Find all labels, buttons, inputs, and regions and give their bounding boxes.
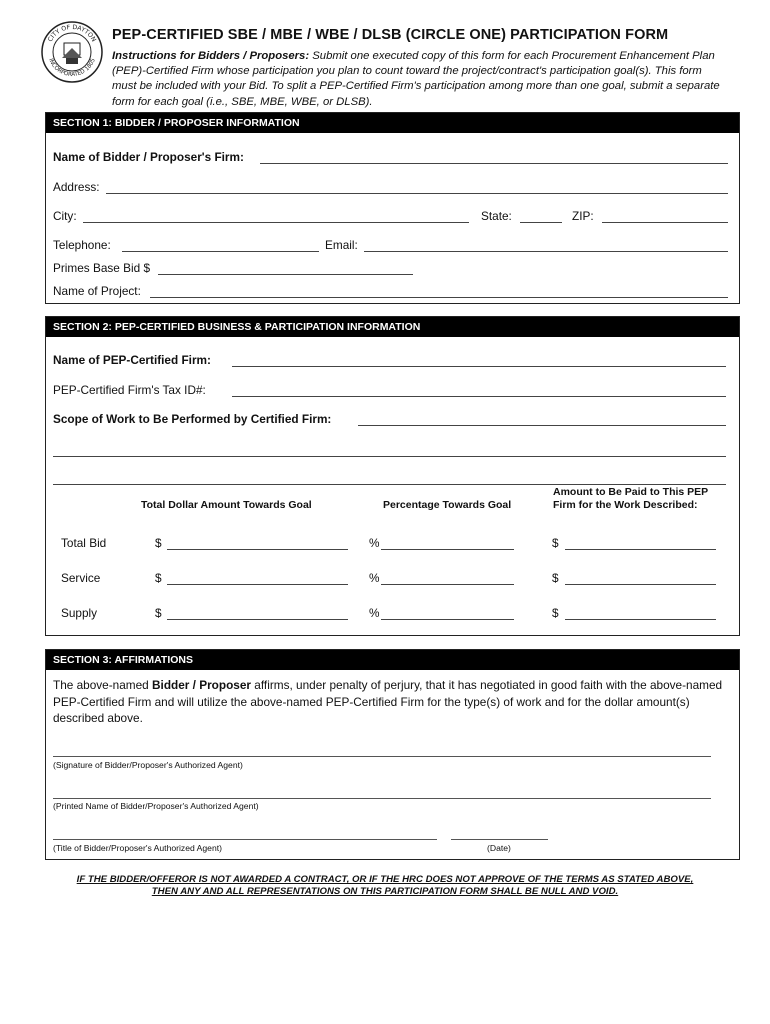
dollar-sign: $	[155, 536, 162, 550]
service-percent-field[interactable]	[381, 584, 514, 585]
col-amount-header-line-1: Amount to Be Paid to This PEP	[553, 486, 709, 498]
col-amount-header	[553, 486, 708, 512]
col-percentage-header: Percentage Towards Goal	[383, 499, 512, 511]
supply-amount-field[interactable]	[565, 619, 716, 620]
svg-text:INCORPORATED 1805: INCORPORATED 1805	[47, 57, 97, 79]
dollar-sign: $	[552, 606, 559, 620]
date-field[interactable]	[451, 839, 548, 840]
scope-of-work-line-3[interactable]	[53, 484, 726, 485]
project-name-label: Name of Project:	[53, 284, 141, 298]
affirmation-pre: The above-named	[53, 678, 153, 692]
tax-id-field[interactable]	[232, 396, 726, 397]
instructions-body: Submit one executed copy of this form for each Procurement Enhancement Plan (PEP)-Certified Firm whose participation you plan to count toward the project/contract's participation goal(s). This form must be included with your Bid. To split a PEP-Certified Firm's participation among more than one goal, submit a separate form for each goal (i.e., SBE, MBE, WBE, or DLSB).	[112, 50, 720, 108]
dollar-sign: $	[552, 571, 559, 585]
svg-text:CITY OF DAYTON: CITY OF DAYTON	[46, 23, 98, 44]
supply-percent-field[interactable]	[381, 619, 514, 620]
affirmation-post: affirms, under penalty of perjury, that it has negotiated in good faith with the above-named PEP-Certified Firm and will utilize the above-named PEP-Certified Firm for the type(s) of work and for the dollar amount(s) described above.	[53, 678, 723, 725]
instructions	[112, 49, 727, 110]
date-caption: (Date)	[487, 843, 511, 853]
section-1-bidder-info	[45, 112, 740, 304]
service-dollar-field[interactable]	[167, 584, 348, 585]
row-label: Total Bid	[61, 536, 107, 550]
telephone-label: Telephone:	[53, 238, 111, 252]
address-field[interactable]	[106, 193, 728, 194]
dollar-sign: $	[552, 536, 559, 550]
form-title: PEP-CERTIFIED SBE / MBE / WBE / DLSB (CIRCLE ONE) PARTICIPATION FORM	[112, 27, 669, 43]
instructions-lead: Instructions for Bidders / Proposers:	[112, 50, 310, 62]
cert-firm-label: Name of PEP-Certified Firm:	[53, 353, 211, 367]
footer-disclaimer	[0, 874, 770, 898]
row-label: Supply	[61, 606, 98, 620]
affirmation-text	[53, 677, 733, 727]
section-1-heading: SECTION 1: BIDDER / PROPOSER INFORMATION	[46, 113, 739, 133]
dollar-sign: $	[155, 571, 162, 585]
address-label: Address:	[53, 180, 100, 194]
zip-label: ZIP:	[572, 209, 594, 223]
zip-field[interactable]	[602, 222, 728, 223]
email-label: Email:	[325, 238, 358, 252]
section-2-participation-info	[45, 316, 740, 636]
percent-sign: %	[369, 536, 380, 550]
title-caption: (Title of Bidder/Proposer's Authorized Agent)	[53, 843, 222, 853]
printed-name-field[interactable]	[53, 798, 711, 799]
section-3-heading: SECTION 3: AFFIRMATIONS	[46, 650, 739, 670]
scope-of-work-field[interactable]	[358, 425, 726, 426]
tax-id-label: PEP-Certified Firm's Tax ID#:	[53, 383, 206, 397]
percent-sign: %	[369, 571, 380, 585]
printed-name-caption: (Printed Name of Bidder/Proposer's Authorized Agent)	[53, 801, 259, 811]
total-bid-dollar-field[interactable]	[167, 549, 348, 550]
total-bid-percent-field[interactable]	[381, 549, 514, 550]
section-3-affirmations	[45, 649, 740, 860]
primes-base-bid-field[interactable]	[158, 274, 413, 275]
bidder-firm-field[interactable]	[260, 163, 728, 164]
primes-base-bid-label: Primes Base Bid $	[53, 261, 151, 275]
percent-sign: %	[369, 606, 380, 620]
signature-caption: (Signature of Bidder/Proposer's Authorized Agent)	[53, 760, 243, 770]
signature-field[interactable]	[53, 756, 711, 757]
footer-line-1: IF THE BIDDER/OFFEROR IS NOT AWARDED A CONTRACT, OR IF THE HRC DOES NOT APPROVE OF THE TERMS AS STATED ABOVE,	[76, 874, 694, 885]
scope-of-work-line-2[interactable]	[53, 456, 726, 457]
telephone-field[interactable]	[122, 251, 319, 252]
city-seal-logo	[40, 20, 104, 84]
title-field[interactable]	[53, 839, 437, 840]
project-name-field[interactable]	[150, 297, 728, 298]
footer-line-2: THEN ANY AND ALL REPRESENTATIONS ON THIS PARTICIPATION FORM SHALL BE NULL AND VOID.	[151, 886, 619, 897]
city-field[interactable]	[83, 222, 469, 223]
state-field[interactable]	[520, 222, 562, 223]
state-label: State:	[481, 209, 512, 223]
city-label: City:	[53, 209, 77, 223]
affirmation-bold: Bidder / Proposer	[152, 678, 252, 692]
col-total-dollar-header: Total Dollar Amount Towards Goal	[141, 499, 312, 511]
cert-firm-field[interactable]	[232, 366, 726, 367]
bidder-firm-label: Name of Bidder / Proposer's Firm:	[53, 150, 244, 164]
scope-of-work-label: Scope of Work to Be Performed by Certified Firm:	[53, 412, 332, 426]
supply-dollar-field[interactable]	[167, 619, 348, 620]
email-field[interactable]	[364, 251, 728, 252]
service-amount-field[interactable]	[565, 584, 716, 585]
dollar-sign: $	[155, 606, 162, 620]
section-2-heading: SECTION 2: PEP-CERTIFIED BUSINESS & PARTICIPATION INFORMATION	[46, 317, 739, 337]
row-label: Service	[61, 571, 101, 585]
col-amount-header-line-2: Firm for the Work Described:	[553, 499, 698, 511]
total-bid-amount-field[interactable]	[565, 549, 716, 550]
